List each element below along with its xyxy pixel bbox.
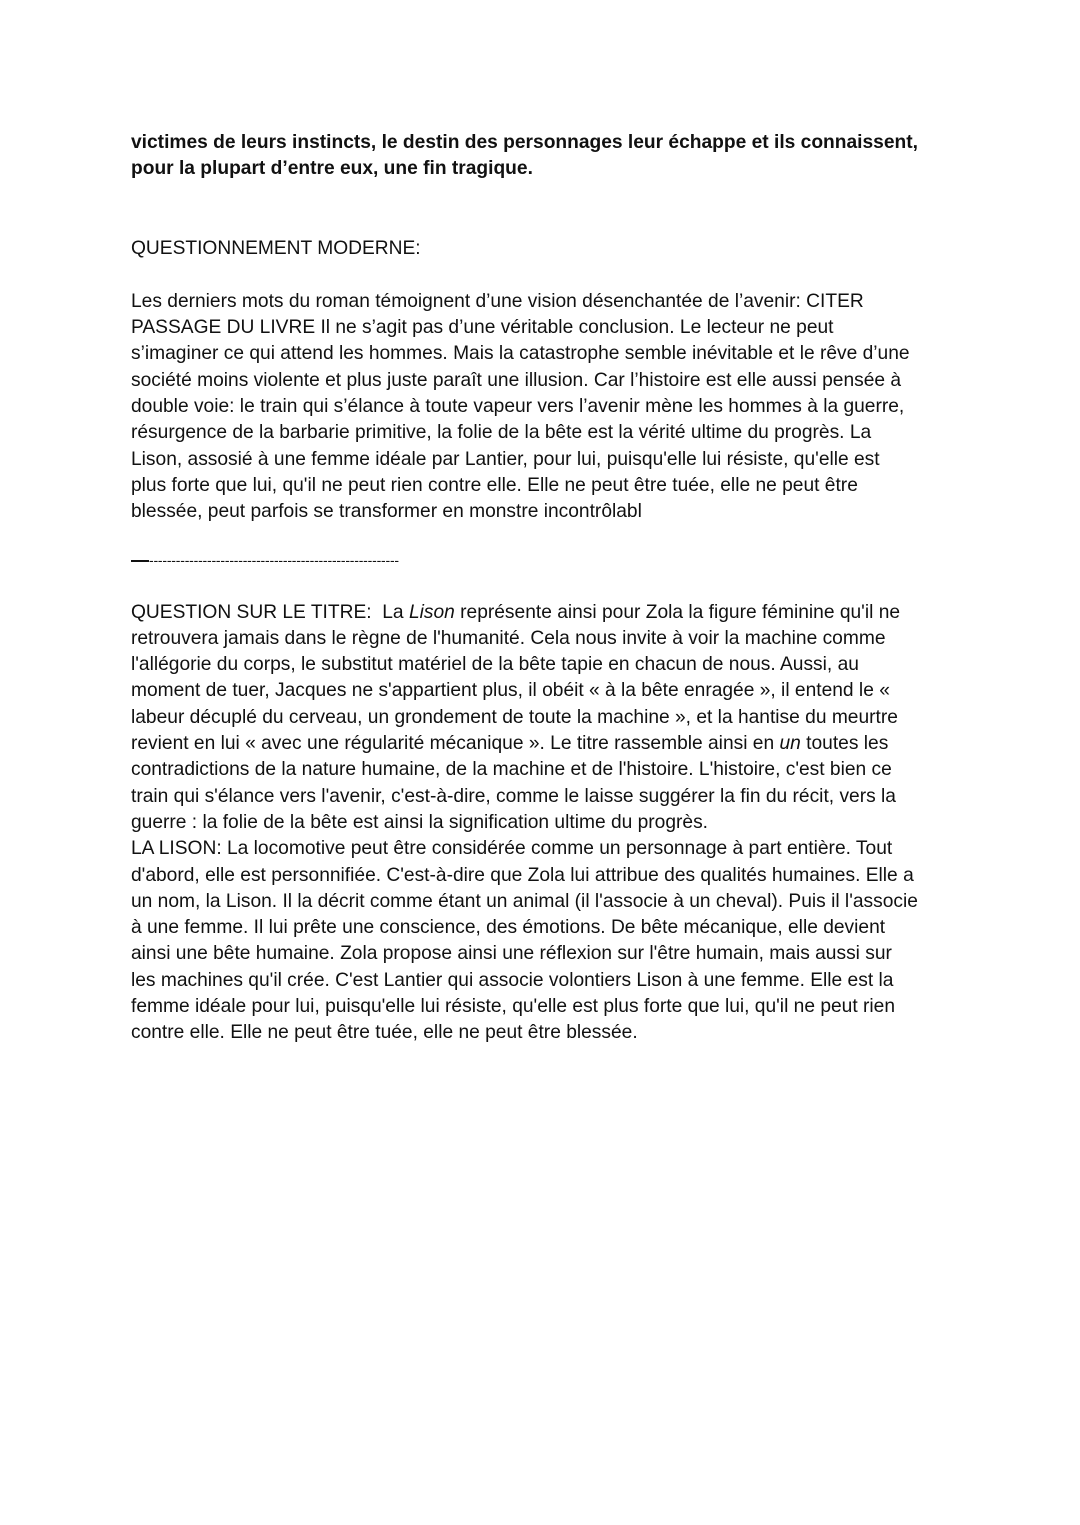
questionnement-paragraph xyxy=(131,289,961,526)
titre-line1-pre: La xyxy=(371,601,409,623)
lison-line: contre elle. Elle ne peut être tuée, elle ne peut être blessée. xyxy=(131,1022,638,1044)
questionnement-line: plus forte que lui, qu'il ne peut rien contre elle. Elle ne peut être tuée, elle ne peut être xyxy=(131,474,858,496)
section-divider xyxy=(131,550,497,570)
titre-line: l'allégorie du corps, le substitut matériel de la bête tapie en chacun de nous. Aussi, au xyxy=(131,654,859,676)
titre-line: contradictions de la nature humaine, de la machine et de l'histoire. L'histoire, c'est bien ce xyxy=(131,759,892,781)
divider-dashes: -------------------------------------------------------- xyxy=(149,551,399,568)
questionnement-line: Lison, assosié à une femme idéale par Lantier, pour lui, puisqu'elle lui résiste, qu'elle est xyxy=(131,448,880,470)
lison-line: un nom, la Lison. Il la décrit comme étant un animal (il l'associe à un cheval). Puis il l'associe xyxy=(131,890,918,912)
lison-line: à une femme. Il lui prête une conscience, des émotions. De bête mécanique, elle devient xyxy=(131,917,886,939)
titre-line6-post: toutes les xyxy=(800,733,889,755)
titre-line: train qui s'élance vers l'avenir, c'est-à-dire, comme le laisse suggérer la fin du récit, vers la xyxy=(131,785,896,807)
titre-line: guerre : la folie de la bête est ainsi la signification ultime du progrès. xyxy=(131,811,709,833)
intro-paragraph xyxy=(131,130,961,183)
titre-un-italic: un xyxy=(779,733,801,755)
titre-lison-italic: Lison xyxy=(408,601,455,623)
questionnement-line: société moins violente et plus juste paraît une illusion. Car l’histoire est elle aussi pensée à xyxy=(131,369,902,391)
questionnement-line: s’imaginer ce qui attend les hommes. Mais la catastrophe semble inévitable et le rêve d’une xyxy=(131,343,910,365)
titre-line xyxy=(131,600,961,626)
questionnement-line: double voie: le train qui s’élance à toute vapeur vers l’avenir mène les hommes à la guerre, xyxy=(131,396,905,418)
titre-line: retrouvera jamais dans le règne de l'humanité. Cela nous invite à voir la machine comme xyxy=(131,627,886,649)
lison-paragraph xyxy=(131,836,961,1046)
titre-label: QUESTION SUR LE TITRE: xyxy=(131,601,372,623)
lison-line: d'abord, elle est personnifiée. C'est-à-dire que Zola lui attribue des qualités humaines. Elle a xyxy=(131,864,914,886)
intro-line: pour la plupart d’entre eux, une fin tragique. xyxy=(131,158,533,180)
questionnement-line: PASSAGE DU LIVRE Il ne s’agit pas d’une véritable conclusion. Le lecteur ne peut xyxy=(131,317,834,339)
questionnement-heading: QUESTIONNEMENT MODERNE: xyxy=(131,237,421,259)
titre-line6-pre: revient en lui « avec une régularité mécanique ». Le titre rassemble ainsi en xyxy=(131,733,780,755)
document-page xyxy=(131,130,961,1047)
divider-lead-line xyxy=(131,560,149,562)
lison-line: ainsi une bête humaine. Zola propose ainsi une réflexion sur l'être humain, mais aussi sur xyxy=(131,943,892,965)
questionnement-line: Les derniers mots du roman témoignent d’une vision désenchantée de l’avenir: CITER xyxy=(131,290,864,312)
lison-line: femme idéale pour lui, puisqu'elle lui résiste, qu'elle est plus forte que lui, qu'il ne peut rien xyxy=(131,996,896,1018)
intro-line: victimes de leurs instincts, le destin des personnages leur échappe et ils connaissent, xyxy=(131,132,918,153)
titre-line: labeur décuplé du cerveau, un grondement de toute la machine », et la hantise du meurtre xyxy=(131,706,898,728)
titre-paragraph xyxy=(131,600,961,837)
questionnement-line: résurgence de la barbarie primitive, la folie de la bête est la vérité ultime du progrès. La xyxy=(131,422,872,444)
titre-line xyxy=(131,731,961,757)
lison-line: les machines qu'il crée. C'est Lantier qui associe volontiers Lison à une femme. Elle est la xyxy=(131,969,894,991)
titre-line: moment de tuer, Jacques ne s'appartient plus, il obéit « à la bête enragée », il entend le « xyxy=(131,680,890,702)
questionnement-line: blessée, peut parfois se transformer en monstre incontrôlabl xyxy=(131,501,642,523)
lison-line: LA LISON: La locomotive peut être considérée comme un personnage à part entière. Tout xyxy=(131,838,893,860)
titre-line1-rest: représente ainsi pour Zola la figure féminine qu'il ne xyxy=(454,601,901,623)
